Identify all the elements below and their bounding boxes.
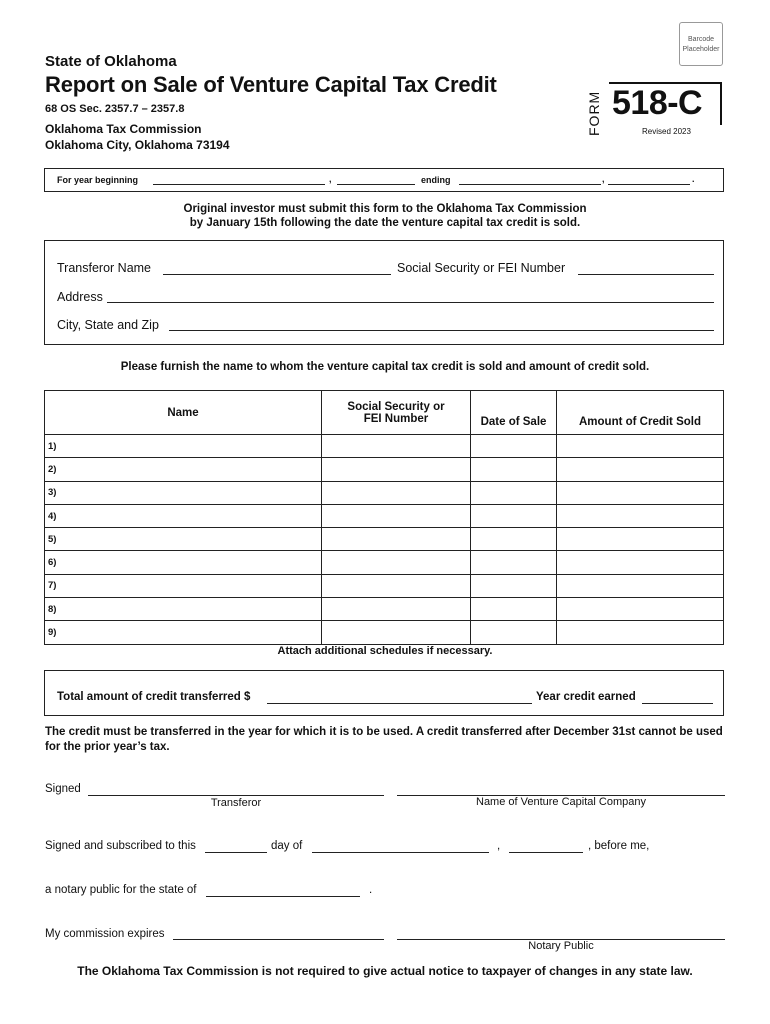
row-ssn-cell[interactable] — [322, 458, 471, 481]
row-ssn-cell[interactable] — [322, 551, 471, 574]
year-field[interactable] — [509, 852, 583, 853]
row-amount-cell[interactable] — [557, 598, 724, 621]
year-ending-period: . — [692, 174, 695, 184]
barcode-placeholder — [679, 22, 723, 66]
credit-sales-table — [44, 390, 724, 645]
row-ssn-cell[interactable] — [322, 621, 471, 644]
row-date-cell[interactable] — [471, 598, 557, 621]
table-row — [45, 458, 724, 481]
table-header-row — [45, 391, 724, 435]
row-amount-cell[interactable] — [557, 458, 724, 481]
attach-note: Attach additional schedules if necessary. — [277, 645, 493, 657]
agency-name: Oklahoma Tax Commission — [45, 122, 202, 136]
year-ending-field[interactable] — [459, 184, 601, 185]
row-number-name-cell[interactable] — [45, 481, 322, 504]
row-number: 5) — [48, 533, 57, 545]
row-date-cell[interactable] — [471, 574, 557, 597]
form-number: 518-C — [612, 84, 703, 122]
row-date-cell[interactable] — [471, 551, 557, 574]
col-ssn-line2: FEI Number — [363, 412, 429, 425]
row-number-name-cell[interactable] — [45, 574, 322, 597]
col-amount: Amount of Credit Sold — [557, 391, 724, 435]
table-row — [45, 528, 724, 551]
col-date: Date of Sale — [471, 391, 557, 435]
table-row — [45, 504, 724, 527]
city-state-zip-field[interactable] — [169, 330, 714, 331]
year-beginning-label: For year beginning — [57, 175, 139, 185]
totals-box — [44, 670, 724, 716]
year-credit-earned-field[interactable] — [642, 703, 713, 704]
row-number-name-cell[interactable] — [45, 551, 322, 574]
row-amount-cell[interactable] — [557, 551, 724, 574]
month-field[interactable] — [312, 852, 489, 853]
instruction-line-1: Original investor must submit this form to the Oklahoma Tax Commission — [183, 203, 587, 215]
form-label: FORM — [586, 90, 602, 136]
row-ssn-cell[interactable] — [322, 504, 471, 527]
table-row — [45, 598, 724, 621]
address-label: Address — [57, 290, 103, 304]
row-ssn-cell[interactable] — [322, 481, 471, 504]
year-beginning-field[interactable] — [153, 184, 325, 185]
col-ssn-line1: Social Security or — [347, 400, 445, 413]
commission-expires-field[interactable] — [173, 939, 384, 940]
transfer-note: The credit must be transferred in the year for which it is to be used. A credit transferred after December 31st cannot be used for the prior year’s tax. — [45, 726, 723, 753]
day-field[interactable] — [205, 852, 267, 853]
instruction-line-2: by January 15th following the date the venture capital tax credit is sold. — [189, 217, 581, 229]
col-name: Name — [45, 391, 322, 435]
table-row — [45, 574, 724, 597]
row-date-cell[interactable] — [471, 435, 557, 458]
commission-expires-label: My commission expires — [45, 928, 165, 940]
year-ending-label: ending — [421, 175, 451, 185]
row-number-name-cell[interactable] — [45, 458, 322, 481]
before-me-label: , before me, — [588, 840, 650, 852]
transferor-signature-field[interactable] — [88, 795, 384, 796]
row-date-cell[interactable] — [471, 621, 557, 644]
barcode-line1: Barcode — [687, 36, 715, 43]
row-number-name-cell[interactable] — [45, 528, 322, 551]
notary-state-label: a notary public for the state of — [45, 884, 197, 896]
row-ssn-cell[interactable] — [322, 528, 471, 551]
transferor-ssn-label: Social Security or FEI Number — [397, 261, 566, 275]
row-number: 7) — [48, 580, 57, 592]
table-instruction: Please furnish the name to whom the venture capital tax credit is sold and amount of credit sold. — [120, 361, 650, 373]
revised-date: Revised 2023 — [642, 127, 691, 136]
transferor-name-field[interactable] — [163, 274, 391, 275]
row-amount-cell[interactable] — [557, 528, 724, 551]
row-number: 2) — [48, 463, 57, 475]
year-beginning-year-field[interactable] — [337, 184, 415, 185]
row-number-name-cell[interactable] — [45, 598, 322, 621]
year-ending-year-field[interactable] — [608, 184, 690, 185]
form-title: Report on Sale of Venture Capital Tax Credit — [45, 72, 497, 97]
row-number: 8) — [48, 603, 57, 615]
subscribed-label: Signed and subscribed to this — [45, 840, 196, 852]
table-row — [45, 435, 724, 458]
footer-notice: The Oklahoma Tax Commission is not required to give actual notice to taxpayer of changes in any state law. — [77, 964, 693, 978]
row-number: 3) — [48, 487, 57, 499]
signed-label: Signed — [45, 783, 81, 795]
notary-caption: Notary Public — [528, 940, 594, 952]
notary-state-field[interactable] — [206, 896, 360, 897]
row-amount-cell[interactable] — [557, 621, 724, 644]
row-number: 1) — [48, 440, 57, 452]
tax-year-box — [44, 168, 724, 192]
row-date-cell[interactable] — [471, 528, 557, 551]
table-row — [45, 551, 724, 574]
row-amount-cell[interactable] — [557, 435, 724, 458]
row-date-cell[interactable] — [471, 458, 557, 481]
barcode-line2: Placeholder — [682, 46, 720, 53]
day-of-label: day of — [271, 840, 303, 852]
row-date-cell[interactable] — [471, 504, 557, 527]
row-amount-cell[interactable] — [557, 504, 724, 527]
row-number: 6) — [48, 557, 57, 569]
row-number: 9) — [48, 627, 57, 639]
date-comma: , — [497, 840, 501, 852]
year-ending-comma: , — [602, 174, 605, 184]
row-ssn-cell[interactable] — [322, 598, 471, 621]
state-name: State of Oklahoma — [45, 53, 177, 70]
row-amount-cell[interactable] — [557, 481, 724, 504]
company-caption: Name of Venture Capital Company — [476, 796, 646, 808]
row-number-name-cell[interactable] — [45, 621, 322, 644]
transferor-caption: Transferor — [210, 797, 262, 809]
year-beginning-comma: , — [329, 174, 332, 184]
agency-address: Oklahoma City, Oklahoma 73194 — [45, 138, 230, 152]
total-amount-field[interactable] — [267, 703, 532, 704]
total-amount-label: Total amount of credit transferred $ — [57, 691, 251, 703]
year-credit-earned-label: Year credit earned — [536, 691, 636, 703]
row-ssn-cell[interactable] — [322, 574, 471, 597]
table-row — [45, 481, 724, 504]
notary-state-period: . — [369, 884, 373, 896]
transferor-ssn-field[interactable] — [578, 274, 714, 275]
city-state-zip-label: City, State and Zip — [57, 318, 159, 332]
transferor-name-label: Transferor Name — [57, 261, 152, 275]
address-field[interactable] — [107, 302, 714, 303]
statute-reference: 68 OS Sec. 2357.7 – 2357.8 — [45, 103, 185, 115]
transferor-box — [44, 240, 724, 345]
row-amount-cell[interactable] — [557, 574, 724, 597]
col-ssn — [322, 391, 471, 435]
row-ssn-cell[interactable] — [322, 435, 471, 458]
row-number-name-cell[interactable] — [45, 435, 322, 458]
table-row — [45, 621, 724, 644]
row-date-cell[interactable] — [471, 481, 557, 504]
row-number-name-cell[interactable] — [45, 504, 322, 527]
row-number: 4) — [48, 510, 57, 522]
